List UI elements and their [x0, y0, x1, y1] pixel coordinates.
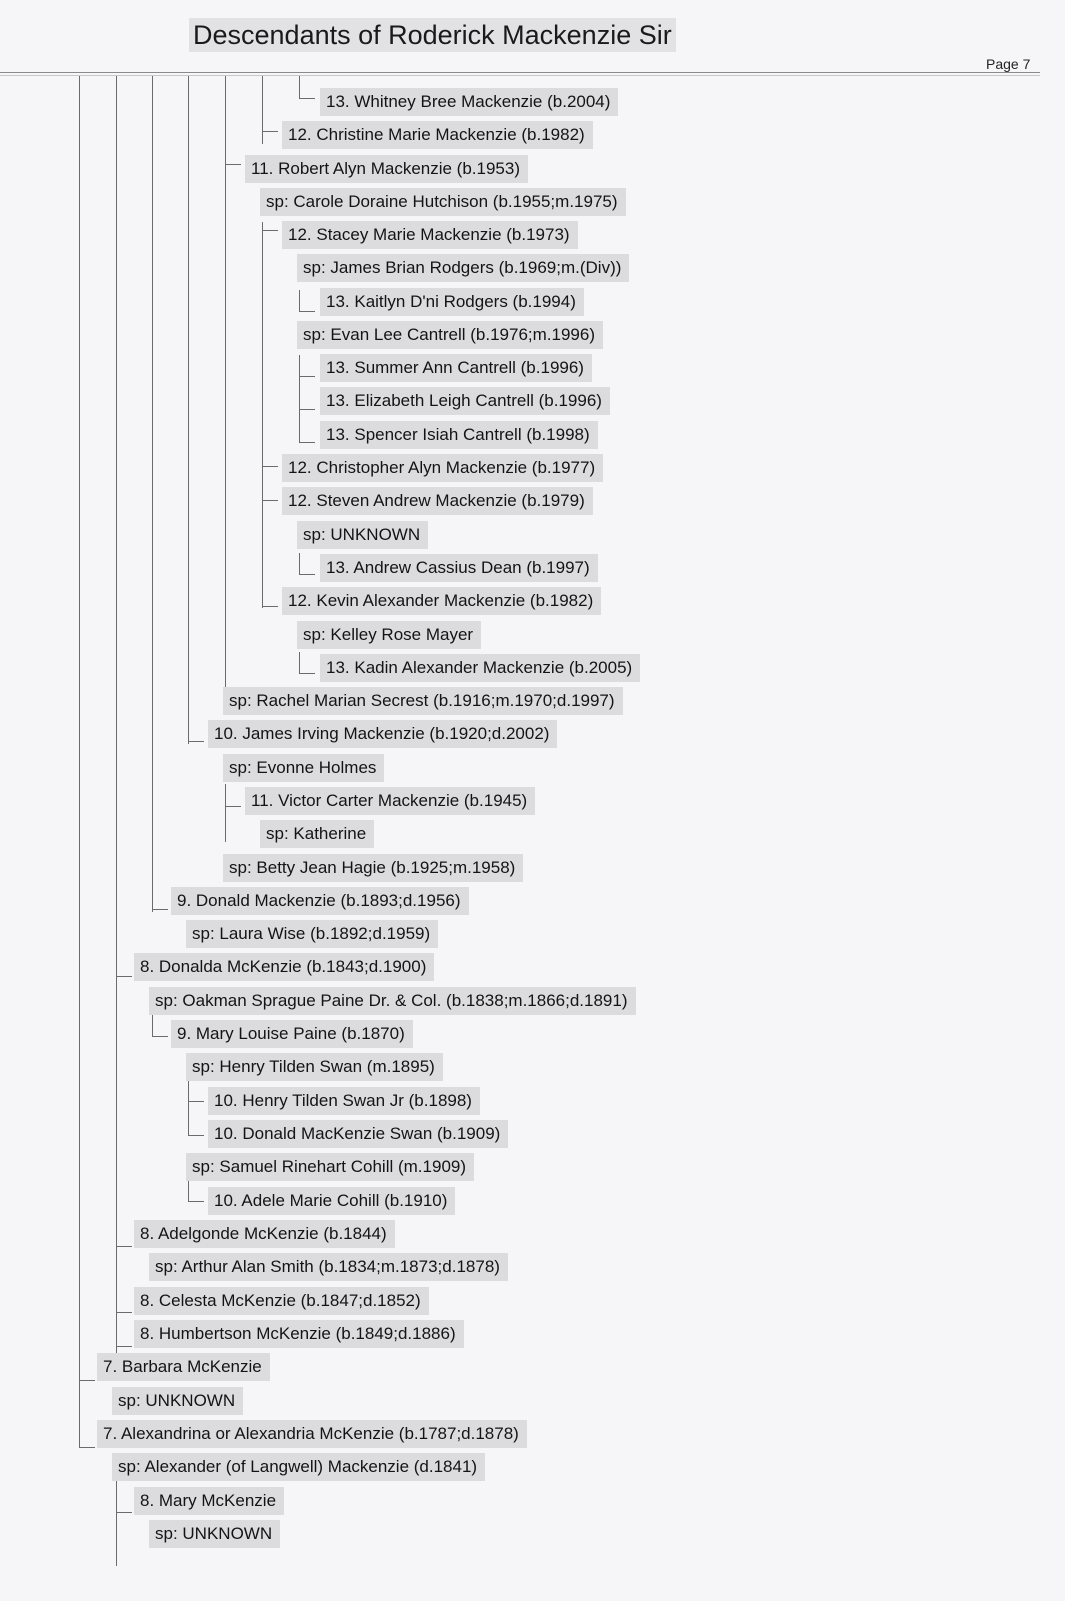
tree-branch — [79, 1380, 95, 1381]
descendant-entry: 7. Alexandrina or Alexandria McKenzie (b.1787;d.1878) — [97, 1420, 527, 1448]
descendant-entry: 8. Celesta McKenzie (b.1847;d.1852) — [134, 1287, 429, 1315]
tree-line — [299, 652, 300, 674]
descendant-entry: 13. Elizabeth Leigh Cantrell (b.1996) — [320, 387, 610, 415]
tree-line — [299, 76, 300, 98]
descendant-entry: 8. Adelgonde McKenzie (b.1844) — [134, 1220, 395, 1248]
tree-branch — [188, 741, 204, 742]
spouse-entry: sp: Kelley Rose Mayer — [297, 621, 481, 649]
spouse-entry: sp: Henry Tilden Swan (m.1895) — [186, 1053, 443, 1081]
tree-branch — [225, 806, 241, 807]
tree-line — [225, 76, 226, 702]
spouse-entry: sp: UNKNOWN — [149, 1520, 280, 1548]
tree-line — [299, 355, 300, 443]
tree-branch — [116, 976, 132, 977]
tree-branch — [116, 1312, 132, 1313]
tree-line — [188, 76, 189, 744]
descendant-entry: 8. Donalda McKenzie (b.1843;d.1900) — [134, 953, 434, 981]
tree-branch — [262, 606, 278, 607]
descendant-entry: 10. James Irving Mackenzie (b.1920;d.2002) — [208, 720, 557, 748]
tree-branch — [152, 909, 168, 910]
descendant-entry: 12. Christine Marie Mackenzie (b.1982) — [282, 121, 593, 149]
tree-branch — [188, 1201, 204, 1202]
tree-line — [152, 1015, 153, 1037]
tree-branch — [116, 1246, 132, 1247]
tree-branch — [299, 311, 315, 312]
spouse-entry: sp: Oakman Sprague Paine Dr. & Col. (b.1838;m.1866;d.1891) — [149, 987, 636, 1015]
spouse-entry: sp: Evonne Holmes — [223, 754, 384, 782]
tree-line — [188, 1180, 189, 1202]
descendant-entry: 7. Barbara McKenzie — [97, 1353, 270, 1381]
descendant-entry: 13. Andrew Cassius Dean (b.1997) — [320, 554, 598, 582]
descendant-entry: 12. Kevin Alexander Mackenzie (b.1982) — [282, 587, 601, 615]
tree-branch — [299, 673, 315, 674]
tree-branch — [299, 442, 315, 443]
spouse-entry: sp: UNKNOWN — [297, 521, 428, 549]
spouse-entry: sp: James Brian Rodgers (b.1969;m.(Div)) — [297, 254, 629, 282]
tree-line — [299, 290, 300, 312]
descendant-entry: 12. Christopher Alyn Mackenzie (b.1977) — [282, 454, 603, 482]
tree-branch — [188, 1135, 204, 1136]
descendant-entry: 13. Whitney Bree Mackenzie (b.2004) — [320, 88, 618, 116]
tree-line — [225, 784, 226, 842]
descendant-entry: 13. Kadin Alexander Mackenzie (b.2005) — [320, 654, 640, 682]
spouse-entry: sp: Betty Jean Hagie (b.1925;m.1958) — [223, 854, 523, 882]
tree-branch — [262, 466, 278, 467]
spouse-entry: sp: Carole Doraine Hutchison (b.1955;m.1975) — [260, 188, 626, 216]
spouse-entry: sp: Katherine — [260, 820, 374, 848]
tree-branch — [262, 500, 278, 501]
descendant-entry: 12. Steven Andrew Mackenzie (b.1979) — [282, 487, 593, 515]
tree-branch — [262, 131, 278, 132]
tree-branch — [79, 1447, 95, 1448]
spouse-entry: sp: UNKNOWN — [112, 1387, 243, 1415]
tree-line — [152, 76, 153, 912]
tree-branch — [299, 409, 315, 410]
tree-line — [116, 1478, 117, 1566]
descendant-entry: 10. Donald MacKenzie Swan (b.1909) — [208, 1120, 508, 1148]
tree-branch — [299, 376, 315, 377]
tree-line — [79, 76, 80, 1448]
descendant-entry: 9. Mary Louise Paine (b.1870) — [171, 1020, 413, 1048]
tree-line — [262, 222, 263, 608]
descendant-entry: 11. Victor Carter Mackenzie (b.1945) — [245, 787, 535, 815]
spouse-entry: sp: Arthur Alan Smith (b.1834;m.1873;d.1878) — [149, 1253, 508, 1281]
spouse-entry: sp: Laura Wise (b.1892;d.1959) — [186, 920, 438, 948]
spouse-entry: sp: Alexander (of Langwell) Mackenzie (d.1841) — [112, 1453, 485, 1481]
spouse-entry: sp: Rachel Marian Secrest (b.1916;m.1970;d.1997) — [223, 687, 623, 715]
descendant-entry: 13. Summer Ann Cantrell (b.1996) — [320, 354, 592, 382]
tree-branch — [262, 230, 278, 231]
descendant-entry: 13. Spencer Isiah Cantrell (b.1998) — [320, 421, 598, 449]
tree-line — [262, 76, 263, 144]
tree-branch — [225, 164, 241, 165]
descendant-entry: 13. Kaitlyn D'ni Rodgers (b.1994) — [320, 288, 584, 316]
tree-branch — [299, 98, 315, 99]
descendant-entry: 9. Donald Mackenzie (b.1893;d.1956) — [171, 887, 469, 915]
tree-line — [299, 553, 300, 575]
descendant-entry: 8. Humbertson McKenzie (b.1849;d.1886) — [134, 1320, 464, 1348]
tree-branch — [299, 574, 315, 575]
descendant-entry: 12. Stacey Marie Mackenzie (b.1973) — [282, 221, 578, 249]
tree-branch — [116, 1512, 132, 1513]
tree-line — [116, 76, 117, 1354]
tree-branch — [188, 1101, 204, 1102]
tree-branch — [116, 1346, 132, 1347]
spouse-entry: sp: Evan Lee Cantrell (b.1976;m.1996) — [297, 321, 603, 349]
descendant-entry: 8. Mary McKenzie — [134, 1487, 284, 1515]
tree-branch — [152, 1036, 168, 1037]
descendant-entry: 11. Robert Alyn Mackenzie (b.1953) — [245, 155, 528, 183]
page-number: Page 7 — [986, 56, 1031, 72]
spouse-entry: sp: Samuel Rinehart Cohill (m.1909) — [186, 1153, 474, 1181]
descendant-entry: 10. Adele Marie Cohill (b.1910) — [208, 1187, 455, 1215]
tree-line — [188, 1080, 189, 1136]
descendant-entry: 10. Henry Tilden Swan Jr (b.1898) — [208, 1087, 480, 1115]
page-title: Descendants of Roderick Mackenzie Sir — [189, 18, 676, 52]
